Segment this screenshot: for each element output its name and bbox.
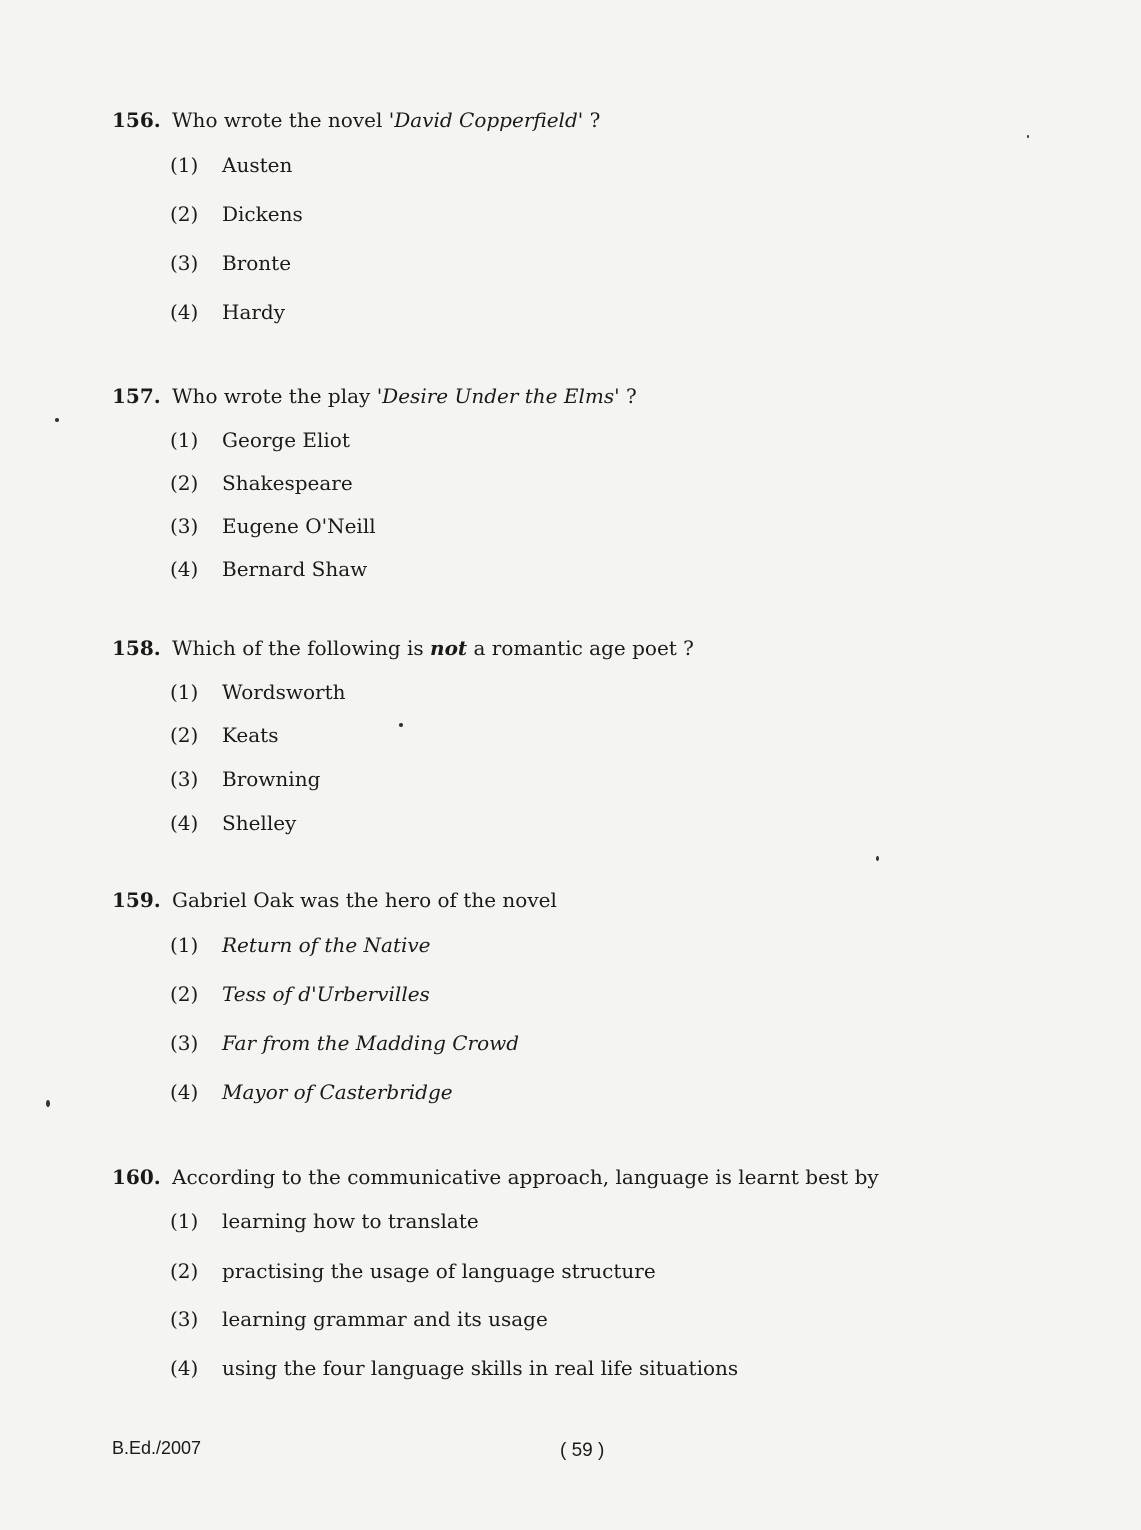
question-number: 160. — [112, 1165, 161, 1189]
option — [0, 248, 1141, 278]
option-text: Shelley — [222, 811, 297, 835]
question-text: Who wrote the play 'Desire Under the Elms' ? — [172, 384, 637, 408]
option — [0, 297, 1141, 327]
option-number: (2) — [170, 1259, 199, 1283]
option-number: (1) — [170, 1209, 199, 1233]
option — [0, 930, 1141, 960]
option — [0, 468, 1141, 498]
option — [0, 554, 1141, 584]
option-text: Hardy — [222, 300, 286, 324]
page-number: ( 59 ) — [560, 1440, 605, 1461]
option-text: Mayor of Casterbridge — [222, 1080, 453, 1104]
question-text: Which of the following is not a romantic age poet ? — [172, 636, 694, 660]
option-number: (2) — [170, 723, 199, 747]
option-number: (4) — [170, 811, 199, 835]
option — [0, 511, 1141, 541]
option-number: (3) — [170, 1307, 199, 1331]
title-emphasis: 'Desire Under the Elms' — [376, 384, 620, 408]
question-stem — [0, 381, 1141, 411]
option-number: (4) — [170, 557, 199, 581]
option-text: practising the usage of language structure — [222, 1259, 656, 1283]
question-number: 157. — [112, 384, 161, 408]
scan-speck — [399, 723, 403, 727]
question-number: 158. — [112, 636, 161, 660]
option-number: (1) — [170, 153, 199, 177]
option-number: (3) — [170, 251, 199, 275]
option-text: learning how to translate — [222, 1209, 479, 1233]
option — [0, 764, 1141, 794]
option — [0, 1353, 1141, 1383]
option — [0, 199, 1141, 229]
scan-speck — [876, 856, 879, 861]
question-stem — [0, 633, 1141, 663]
option-text: Shakespeare — [222, 471, 353, 495]
option — [0, 1077, 1141, 1107]
question-stem — [0, 1162, 1141, 1192]
option-number: (2) — [170, 471, 199, 495]
option-text: using the four language skills in real life situations — [222, 1356, 739, 1380]
option-number: (3) — [170, 1031, 199, 1055]
option — [0, 150, 1141, 180]
question-text: Who wrote the novel 'David Copperfield' ? — [172, 108, 601, 132]
option-number: (4) — [170, 1080, 199, 1104]
question-text: According to the communicative approach, language is learnt best by — [172, 1165, 879, 1189]
option-number: (4) — [170, 1356, 199, 1380]
option — [0, 1206, 1141, 1236]
option-text: Bernard Shaw — [222, 557, 368, 581]
option-text: Browning — [222, 767, 321, 791]
option — [0, 1304, 1141, 1334]
option — [0, 720, 1141, 750]
option-text: Far from the Madding Crowd — [222, 1031, 520, 1055]
option-number: (3) — [170, 514, 199, 538]
question-number: 159. — [112, 888, 161, 912]
option-text: learning grammar and its usage — [222, 1307, 548, 1331]
option — [0, 677, 1141, 707]
option — [0, 808, 1141, 838]
question-number: 156. — [112, 108, 161, 132]
question-stem — [0, 105, 1141, 135]
option-number: (1) — [170, 428, 199, 452]
option-number: (1) — [170, 680, 199, 704]
option-text: Eugene O'Neill — [222, 514, 376, 538]
option-number: (3) — [170, 767, 199, 791]
negation-emphasis: not — [430, 636, 468, 660]
option-text: Bronte — [222, 251, 292, 275]
question-stem — [0, 885, 1141, 915]
scan-speck — [55, 418, 59, 422]
scan-speck — [46, 1100, 50, 1107]
question-text: Gabriel Oak was the hero of the novel — [172, 888, 557, 912]
option-text: Wordsworth — [222, 680, 346, 704]
title-emphasis: 'David Copperfield' — [388, 108, 584, 132]
option-text: Keats — [222, 723, 279, 747]
option-text: Return of the Native — [222, 933, 431, 957]
option — [0, 979, 1141, 1009]
option — [0, 1256, 1141, 1286]
option-text: Dickens — [222, 202, 303, 226]
option-number: (2) — [170, 982, 199, 1006]
option — [0, 1028, 1141, 1058]
option-text: Austen — [222, 153, 293, 177]
option — [0, 425, 1141, 455]
option-number: (4) — [170, 300, 199, 324]
scan-speck — [1027, 135, 1029, 138]
option-number: (2) — [170, 202, 199, 226]
option-number: (1) — [170, 933, 199, 957]
option-text: George Eliot — [222, 428, 350, 452]
option-text: Tess of d'Urbervilles — [222, 982, 430, 1006]
exam-code: B.Ed./2007 — [112, 1438, 202, 1458]
